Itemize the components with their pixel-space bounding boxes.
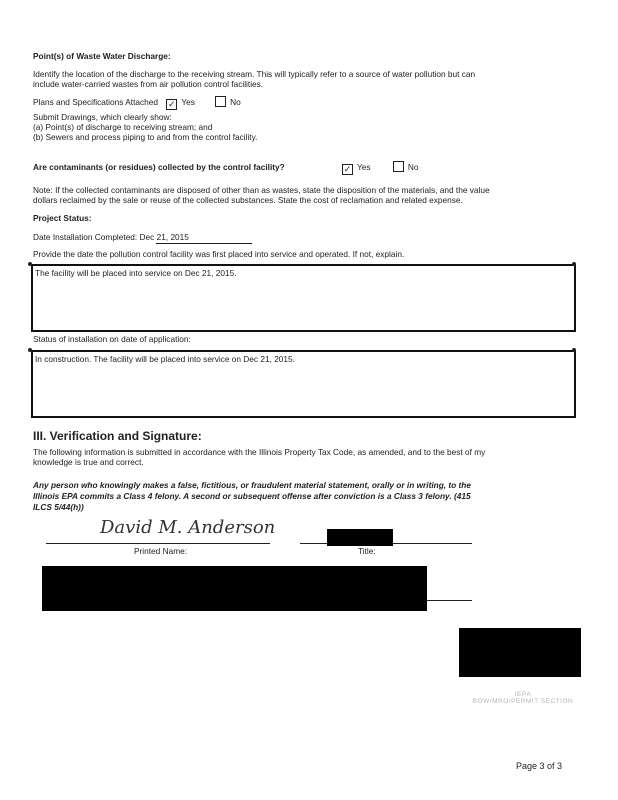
discharge-line-2: include water-carried wastes from air pollution control facilities. xyxy=(33,79,264,89)
title-redaction xyxy=(327,529,393,546)
submit-item-a: (a) Point(s) of discharge to receiving stream; and xyxy=(33,122,213,132)
signature-line xyxy=(46,543,270,544)
date-completed-value[interactable]: Dec 21, 2015 xyxy=(139,232,189,242)
submit-drawings-line: Submit Drawings, which clearly show: xyxy=(33,112,172,122)
submit-item-b: (b) Sewers and process piping to and from the control facility. xyxy=(33,132,258,142)
project-status-heading: Project Status: xyxy=(33,213,92,223)
service-explanation-text: The facility will be placed into service on Dec 21, 2015. xyxy=(35,268,237,278)
plans-row xyxy=(33,96,241,110)
warning-line-3: ILCS 5/44(h)) xyxy=(33,502,84,512)
box-corner-mark xyxy=(572,348,576,352)
status-label: Status of installation on date of application: xyxy=(33,334,191,344)
contaminants-note-2: dollars reclaimed by the sale or reuse of the collected substances. State the cost of reclamation and related expense. xyxy=(33,195,463,205)
warning-line-2: Illinois EPA commits a Class 4 felony. A second or subsequent offense after conviction is a Class 3 felony. (415 xyxy=(33,491,471,501)
plans-yes-label: Yes xyxy=(181,97,195,107)
redaction-block xyxy=(42,566,427,611)
contaminants-note-1: Note: If the collected contaminants are disposed of other than as wastes, state the disposition of the materials, and the value xyxy=(33,185,490,195)
date-line xyxy=(427,600,472,601)
contaminants-options xyxy=(336,161,418,175)
received-stamp xyxy=(456,691,590,705)
discharge-heading: Point(s) of Waste Water Discharge: xyxy=(33,51,171,61)
printed-name-label: Printed Name: xyxy=(134,546,188,556)
signature: David M. Anderson xyxy=(100,517,276,538)
plans-label: Plans and Specifications Attached xyxy=(33,97,158,107)
service-explanation-box[interactable] xyxy=(31,264,576,332)
contaminants-question: Are contaminants (or residues) collected by the control facility? xyxy=(33,162,285,172)
provide-date-text: Provide the date the pollution control facility was first placed into service and operated. If not, explain. xyxy=(33,249,405,259)
discharge-line-1: Identify the location of the discharge to the receiving stream. This will typically refer to a source of water pollution but can xyxy=(33,69,476,79)
date-completed-row xyxy=(33,232,189,243)
verification-line-2: knowledge is true and correct. xyxy=(33,457,144,467)
date-underline xyxy=(156,243,252,244)
page-number: Page 3 of 3 xyxy=(516,761,563,771)
title-label: Title: xyxy=(358,546,376,556)
verification-heading: III. Verification and Signature: xyxy=(33,429,202,443)
plans-no-checkbox[interactable] xyxy=(215,96,226,107)
plans-yes-checkbox[interactable]: ✓ xyxy=(168,99,176,109)
stamp-redaction xyxy=(459,628,581,677)
status-box[interactable] xyxy=(31,350,576,418)
contaminants-no-label: No xyxy=(407,162,419,172)
date-completed-label: Date Installation Completed: xyxy=(33,232,138,242)
box-corner-mark xyxy=(28,262,32,266)
verification-line-1: The following information is submitted in accordance with the Illinois Property Tax Code, as amended, and to the best of my xyxy=(33,447,486,457)
plans-no-label: No xyxy=(230,97,241,107)
contaminants-yes-label: Yes xyxy=(357,162,371,172)
contaminants-yes-checkbox[interactable]: ✓ xyxy=(343,164,352,174)
box-corner-mark xyxy=(572,262,576,266)
stamp-line-2: BOW/MRO/PERMIT SECTION xyxy=(472,698,574,705)
status-text: In construction. The facility will be placed into service on Dec 21, 2015. xyxy=(35,354,295,364)
stamp-line-1: IEPA xyxy=(514,691,532,698)
contaminants-no-checkbox[interactable] xyxy=(393,161,404,172)
warning-line-1: Any person who knowingly makes a false, fictitious, or fraudulent material statement, orally or in writing, to the xyxy=(33,480,471,490)
box-corner-mark xyxy=(28,348,32,352)
